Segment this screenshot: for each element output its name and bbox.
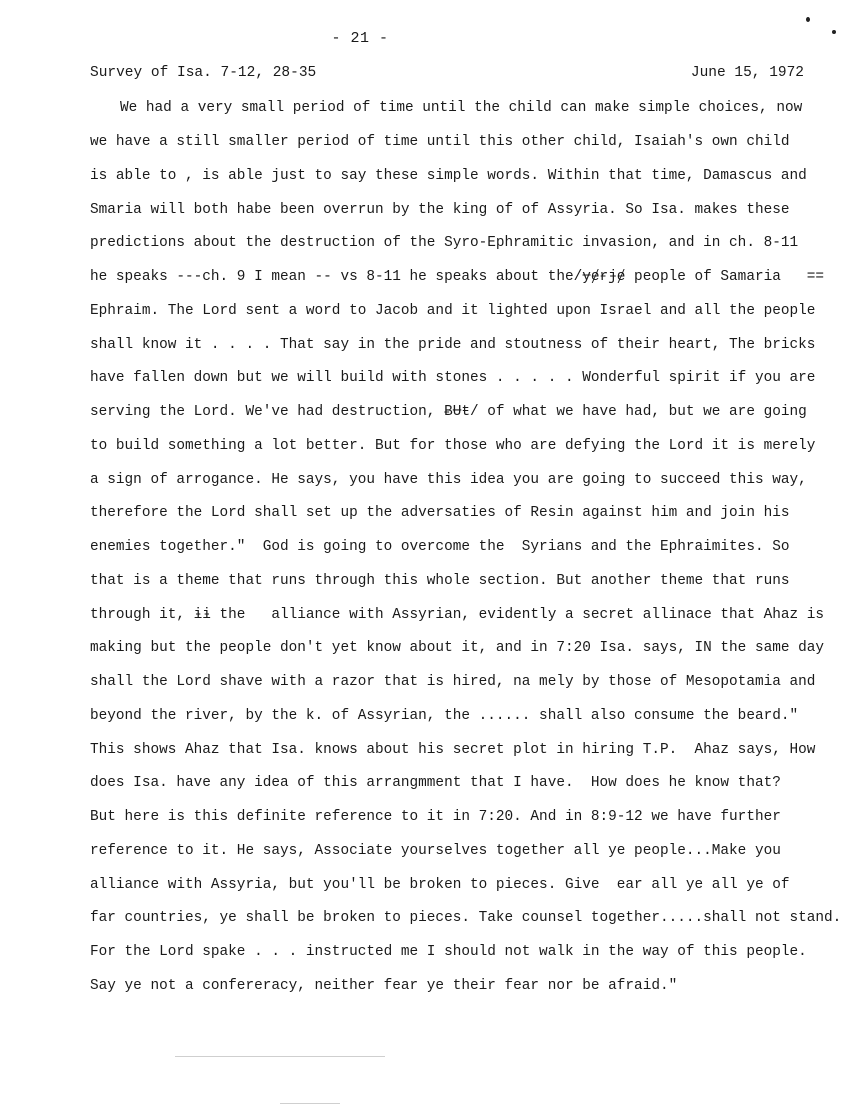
lecture-date: June 15, 1972: [690, 65, 804, 81]
text-line: we have a still smaller period of time until this other child, Isaiah's own child: [90, 134, 790, 150]
text-line: reference to it. He says, Associate yourselves together all ye people...Make you: [90, 843, 781, 859]
text-line: Say ye not a confereracy, neither fear ye their fear nor be afraid.": [90, 978, 678, 994]
text-line: But here is this definite reference to it in 7:20. And in 8:9-12 we have further: [90, 809, 781, 825]
text-line: serving the Lord. We've had destruction, ɃɄŧ/ of what we have had, but we are going: [90, 404, 807, 420]
text-line: beyond the river, by the k. of Assyrian, the ...... shall also consume the beard.": [90, 708, 799, 724]
text-line: shall the Lord shave with a razor that is hired, na mely by those of Mesopotamia and: [90, 674, 816, 690]
page-number: - 21 -: [331, 30, 389, 47]
text-line: shall know it . . . . That say in the pride and stoutness of their heart, The bricks: [90, 337, 816, 353]
text-line: to build something a lot better. But for those who are defying the Lord it is merely: [90, 438, 816, 454]
course-title: Survey of Isa. 7-12, 28-35: [90, 65, 317, 81]
ink-speck: [832, 30, 836, 34]
scan-artifact: [280, 1103, 340, 1104]
text-line: Smaria will both habe been overrun by the king of of Assyria. So Isa. makes these: [90, 202, 790, 218]
text-line: that is a theme that runs through this whole section. But another theme that runs: [90, 573, 790, 589]
text-line: This shows Ahaz that Isa. knows about his secret plot in hiring T.P. Ahaz says, How: [90, 742, 816, 758]
text-line: a sign of arrogance. He says, you have this idea you are going to succeed this way,: [90, 472, 807, 488]
text-line: have fallen down but we will build with stones . . . . . Wonderful spirit if you are: [90, 370, 816, 386]
text-line: alliance with Assyria, but you'll be broken to pieces. Give ear all ye all ye of: [90, 877, 790, 893]
text-line: Ephraim. The Lord sent a word to Jacob and it lighted upon Israel and all the people: [90, 303, 816, 319]
text-line: is able to , is able just to say these simple words. Within that time, Damascus and: [90, 168, 807, 184]
text-line: We had a very small period of time until the child can make simple choices, now: [120, 100, 803, 116]
text-line: he speaks ---ch. 9 I mean -- vs 8-11 he speaks about the/ɏɇɍɉɇ people of Samaria ==: [90, 269, 825, 285]
text-line: enemies together." God is going to overcome the Syrians and the Ephraimites. So: [90, 539, 790, 555]
text-line: predictions about the destruction of the Syro-Ephramitic invasion, and in ch. 8-11: [90, 235, 799, 251]
text-line: therefore the Lord shall set up the adversaties of Resin against him and join his: [90, 505, 790, 521]
text-line: through it, ɨɨ the alliance with Assyrian, evidently a secret allinace that Ahaz is: [90, 607, 825, 623]
ink-speck: [806, 17, 810, 22]
scan-artifact: [175, 1056, 385, 1057]
text-line: For the Lord spake . . . instructed me I should not walk in the way of this people.: [90, 944, 807, 960]
text-line: far countries, ye shall be broken to pieces. Take counsel together.....shall not stand.: [90, 910, 842, 926]
text-line: does Isa. have any idea of this arrangmment that I have. How does he know that?: [90, 775, 781, 791]
text-line: making but the people don't yet know about it, and in 7:20 Isa. says, IN the same day: [90, 640, 825, 656]
